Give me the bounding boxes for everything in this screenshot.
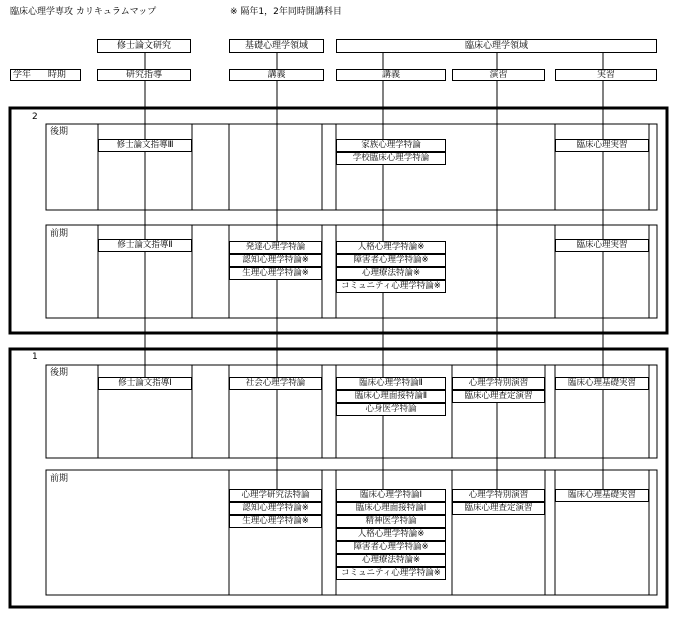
course-box: 生理心理学特論※ bbox=[229, 267, 322, 280]
header-thesis-study: 修士論文研究 bbox=[97, 39, 191, 53]
course-box: 臨床心理実習 bbox=[555, 139, 649, 152]
year2-early-period: 前期 bbox=[50, 229, 69, 239]
header-period: 時期 bbox=[47, 70, 66, 80]
year1-late-period: 後期 bbox=[50, 368, 69, 378]
course-box: 臨床心理査定演習 bbox=[452, 502, 545, 515]
note-text: ※ 隔年1，2年同時開講科目 bbox=[230, 7, 342, 17]
course-box: 家族心理学特論 bbox=[336, 139, 446, 152]
course-box: 修士論文指導Ⅲ bbox=[98, 139, 192, 152]
course-box: 修士論文指導Ⅰ bbox=[98, 377, 192, 390]
header-research-guidance: 研究指導 bbox=[97, 69, 191, 81]
year1-early-period: 前期 bbox=[50, 474, 69, 484]
course-box: 障害者心理学特論※ bbox=[336, 541, 446, 554]
course-box: 臨床心理基礎実習 bbox=[555, 489, 649, 502]
course-box: 心身医学特論 bbox=[336, 403, 446, 416]
course-box: 人格心理学特論※ bbox=[336, 241, 446, 254]
course-box: 学校臨床心理学特論 bbox=[336, 152, 446, 165]
course-box: 精神医学特論 bbox=[336, 515, 446, 528]
course-box: 認知心理学特論※ bbox=[229, 254, 322, 267]
course-box: 臨床心理学特論Ⅱ bbox=[336, 377, 446, 390]
header-clinical-domain: 臨床心理学領域 bbox=[336, 39, 657, 53]
year-2-label: 2 bbox=[32, 112, 38, 122]
course-box: 臨床心理実習 bbox=[555, 239, 649, 252]
course-box: 発達心理学特論 bbox=[229, 241, 322, 254]
course-box: 修士論文指導Ⅱ bbox=[98, 239, 192, 252]
year-1-label: 1 bbox=[32, 352, 38, 362]
course-box: 人格心理学特論※ bbox=[336, 528, 446, 541]
course-box: 心理学研究法特論 bbox=[229, 489, 322, 502]
course-box: 臨床心理査定演習 bbox=[452, 390, 545, 403]
header-basic-domain: 基礎心理学領域 bbox=[229, 39, 324, 53]
header-exercise: 演習 bbox=[452, 69, 545, 81]
course-box: 臨床心理面接特論Ⅰ bbox=[336, 502, 446, 515]
page-title: 臨床心理学専攻 カリキュラムマップ bbox=[10, 7, 157, 17]
year2-late-period: 後期 bbox=[50, 127, 69, 137]
course-box: コミュニティ心理学特論※ bbox=[336, 280, 446, 293]
course-box: 障害者心理学特論※ bbox=[336, 254, 446, 267]
course-box: 臨床心理面接特論Ⅱ bbox=[336, 390, 446, 403]
header-year: 学年 bbox=[13, 70, 32, 80]
course-box: コミュニティ心理学特論※ bbox=[336, 567, 446, 580]
course-box: 生理心理学特論※ bbox=[229, 515, 322, 528]
header-lecture-clinical: 講義 bbox=[336, 69, 446, 81]
course-box: 心理療法特論※ bbox=[336, 267, 446, 280]
course-box: 社会心理学特論 bbox=[229, 377, 322, 390]
header-lecture-basic: 講義 bbox=[229, 69, 324, 81]
course-box: 認知心理学特論※ bbox=[229, 502, 322, 515]
course-box: 臨床心理学特論Ⅰ bbox=[336, 489, 446, 502]
header-practicum: 実習 bbox=[555, 69, 657, 81]
header-year-period bbox=[10, 69, 81, 81]
course-box: 心理学特別演習 bbox=[452, 489, 545, 502]
course-box: 臨床心理基礎実習 bbox=[555, 377, 649, 390]
course-box: 心理学特別演習 bbox=[452, 377, 545, 390]
course-box: 心理療法特論※ bbox=[336, 554, 446, 567]
